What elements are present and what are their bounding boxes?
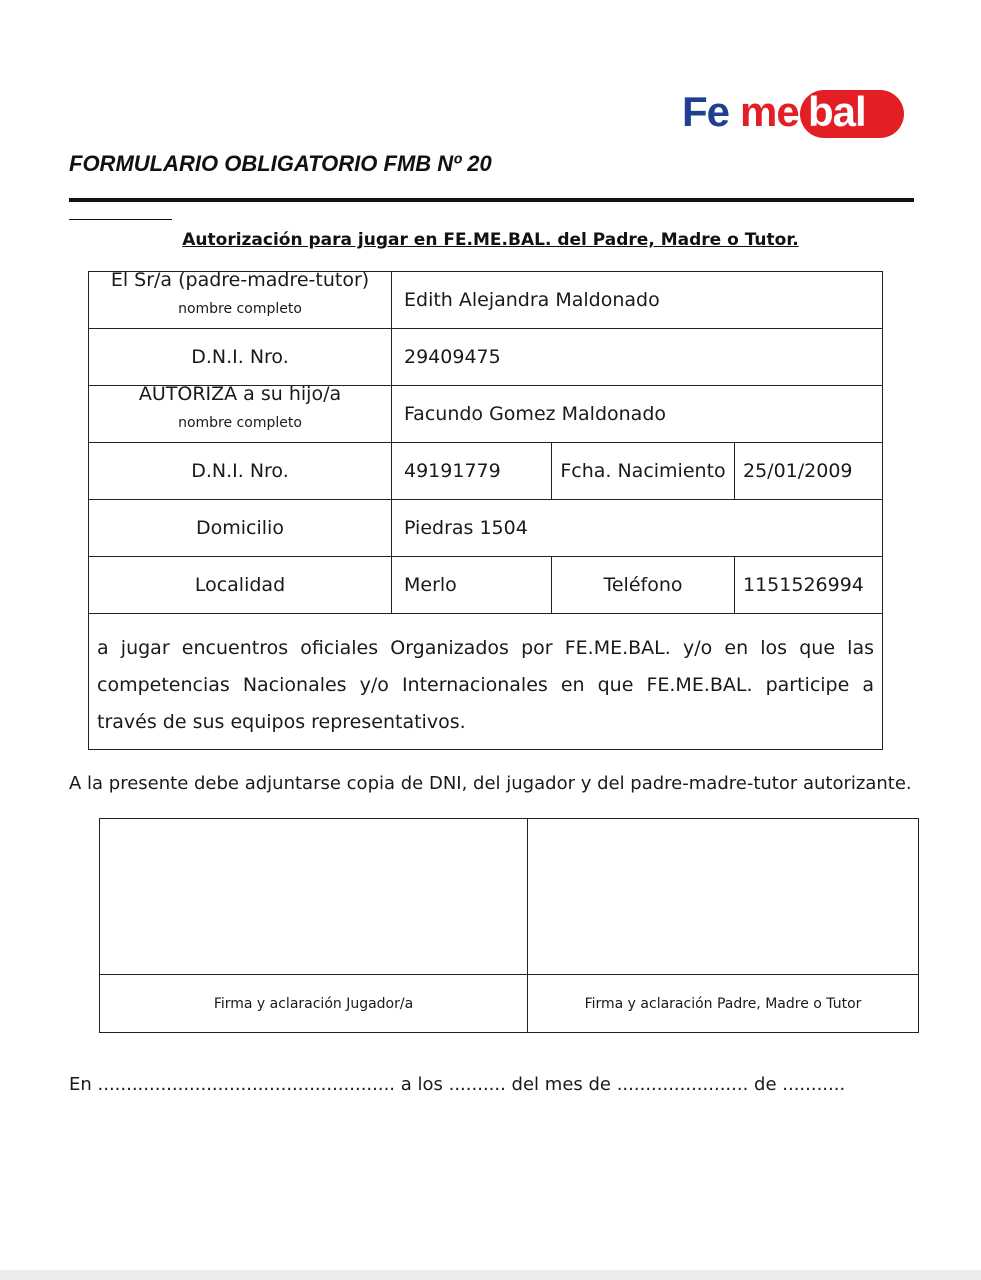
guardian-dni-field[interactable]: 29409475 xyxy=(392,329,883,386)
logo-text-fe: Fe xyxy=(682,88,730,135)
birth-date-label: Fcha. Nacimiento xyxy=(552,443,735,500)
address-field[interactable]: Piedras 1504 xyxy=(392,500,883,557)
form-title: FORMULARIO OBLIGATORIO FMB Nº 20 xyxy=(69,151,492,176)
child-dni-field[interactable]: 49191779 xyxy=(392,443,552,500)
phone-field[interactable]: 1151526994 xyxy=(735,557,883,614)
guardian-name-field[interactable]: Edith Alejandra Maldonado xyxy=(392,272,883,329)
logo-text-bal: bal xyxy=(808,88,866,135)
place-date-line: En .................................................... a los .......... del mes de ....................... de ........... xyxy=(69,1074,846,1095)
child-dni-label: D.N.I. Nro. xyxy=(89,443,392,500)
guardian-row xyxy=(89,272,883,329)
child-label-cell xyxy=(89,383,392,443)
attachment-note: A la presente debe adjuntarse copia de DNI, del jugador y del padre-madre-tutor autorizante. xyxy=(69,773,912,794)
logo-text-me: me xyxy=(740,88,799,135)
child-row xyxy=(89,386,883,443)
authorization-text-row xyxy=(89,614,883,750)
guardian-label: El Sr/a (padre-madre-tutor) xyxy=(110,269,370,291)
city-field[interactable]: Merlo xyxy=(392,557,552,614)
signature-space-row xyxy=(100,819,919,975)
authorization-text: a jugar encuentros oficiales Organizados por FE.ME.BAL. y/o en los que las competencias Nacionales y/o Internacionales en que FE.ME.BAL. participe a través de sus equipos representativos. xyxy=(89,614,883,750)
guardian-sublabel: nombre completo xyxy=(178,301,302,317)
address-label: Domicilio xyxy=(89,500,392,557)
authorization-table xyxy=(88,271,883,750)
signature-caption-row xyxy=(100,975,919,1033)
guardian-signature-box[interactable] xyxy=(528,819,919,975)
form-subtitle: Autorización para jugar en FE.ME.BAL. del Padre, Madre o Tutor. xyxy=(182,230,799,250)
title-divider xyxy=(69,198,914,202)
guardian-dni-row xyxy=(89,329,883,386)
femebal-logo xyxy=(682,84,914,144)
birth-date-field[interactable]: 25/01/2009 xyxy=(735,443,883,500)
city-label: Localidad xyxy=(89,557,392,614)
short-divider xyxy=(69,219,172,220)
phone-label: Teléfono xyxy=(552,557,735,614)
guardian-signature-caption: Firma y aclaración Padre, Madre o Tutor xyxy=(528,975,919,1033)
child-label: AUTORIZA a su hijo/a xyxy=(138,383,342,405)
address-row xyxy=(89,500,883,557)
guardian-dni-label: D.N.I. Nro. xyxy=(89,329,392,386)
player-signature-box[interactable] xyxy=(100,819,528,975)
guardian-label-cell xyxy=(89,269,392,329)
signature-table xyxy=(99,818,919,1033)
child-name-field[interactable]: Facundo Gomez Maldonado xyxy=(392,386,883,443)
city-row xyxy=(89,557,883,614)
page-bottom-band xyxy=(0,1270,981,1280)
child-sublabel: nombre completo xyxy=(178,415,302,431)
player-signature-caption: Firma y aclaración Jugador/a xyxy=(100,975,528,1033)
child-dni-row xyxy=(89,443,883,500)
